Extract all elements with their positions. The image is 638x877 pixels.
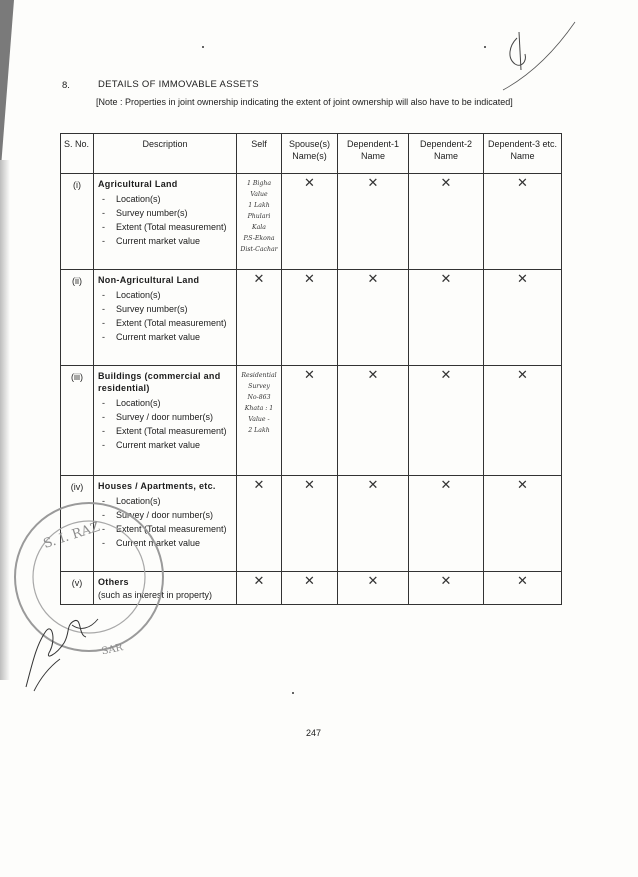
row-category: Buildings (commercial and residential) — [98, 371, 221, 393]
stamp-lettering: S. I. RAZ — [41, 519, 102, 552]
table-row — [61, 366, 562, 476]
cross-mark-cell: ✕ — [484, 572, 562, 605]
row-category: Others — [98, 577, 129, 587]
header-dependent-1: Dependent-1 Name — [338, 134, 409, 174]
cross-mark-cell: ✕ — [409, 366, 484, 476]
self-handwritten-entry: Residential Survey No-863 Khata : 1 Value - 2 Lakh — [237, 366, 282, 476]
cross-mark-cell: ✕ — [338, 366, 409, 476]
section-number: 8. — [62, 80, 70, 91]
section-title: DETAILS OF IMMOVABLE ASSETS — [98, 79, 259, 90]
list-item: - Current market value — [102, 236, 201, 246]
header-spouse: Spouse(s) Name(s) — [282, 134, 338, 174]
header-self: Self — [237, 134, 282, 174]
list-item: - Extent (Total measurement) — [102, 524, 227, 534]
row-sno: (i) — [61, 174, 94, 270]
cross-mark-cell: ✕ — [338, 476, 409, 572]
cross-mark-cell: ✕ — [409, 174, 484, 270]
row-sno: (v) — [61, 572, 94, 605]
list-item: - Extent (Total measurement) — [102, 426, 227, 436]
page-fold-shadow — [0, 0, 14, 180]
list-item: - Current market value — [102, 332, 201, 342]
row-category: Non-Agricultural Land — [98, 275, 200, 285]
cross-mark-cell: ✕ — [409, 270, 484, 366]
cross-mark-cell: ✕ — [237, 572, 282, 605]
list-item: - Location(s) — [102, 194, 161, 204]
handwritten-page-mark — [495, 18, 580, 98]
cross-mark-cell: ✕ — [484, 270, 562, 366]
cross-mark-cell: ✕ — [282, 270, 338, 366]
header-sno: S. No. — [61, 134, 94, 174]
speck — [292, 692, 294, 694]
row-sno: (iii) — [61, 366, 94, 476]
row-subtitle: (such as interest in property) — [98, 590, 213, 600]
joint-ownership-note: [Note : Properties in joint ownership indicating the extent of joint ownership will also have to be indicated] — [96, 97, 513, 107]
speck — [202, 46, 204, 48]
header-description: Description — [94, 134, 237, 174]
page-number: 247 — [306, 728, 322, 738]
cross-mark-cell: ✕ — [237, 476, 282, 572]
speck — [484, 46, 486, 48]
header-dependent-3: Dependent-3 etc. Name — [484, 134, 562, 174]
table-row — [61, 174, 562, 270]
row-category: Houses / Apartments, etc. — [98, 481, 216, 491]
list-item: - Current market value — [102, 440, 201, 450]
list-item: - Survey / door number(s) — [102, 510, 214, 520]
list-item: - Extent (Total measurement) — [102, 318, 227, 328]
cross-mark-cell: ✕ — [282, 174, 338, 270]
list-item: - Extent (Total measurement) — [102, 222, 227, 232]
cross-mark-cell: ✕ — [484, 366, 562, 476]
list-item: - Current market value — [102, 538, 201, 548]
cross-mark-cell: ✕ — [338, 270, 409, 366]
list-item: - Location(s) — [102, 290, 161, 300]
header-dependent-2: Dependent-2 Name — [409, 134, 484, 174]
cross-mark-cell: ✕ — [338, 572, 409, 605]
list-item: - Survey number(s) — [102, 208, 188, 218]
cross-mark-cell: ✕ — [484, 476, 562, 572]
row-description — [94, 366, 237, 476]
list-item: - Location(s) — [102, 398, 161, 408]
cross-mark-cell: ✕ — [484, 174, 562, 270]
cross-mark-cell: ✕ — [282, 572, 338, 605]
table-row — [61, 270, 562, 366]
cross-mark-cell: ✕ — [237, 270, 282, 366]
row-description — [94, 174, 237, 270]
cross-mark-cell: ✕ — [282, 366, 338, 476]
list-item: - Survey number(s) — [102, 304, 188, 314]
row-sno: (iv) — [61, 476, 94, 572]
self-handwritten-entry: 1 Bigha Value 1 Lakh Phulari Kala P.S-Ekona Dist-Cachar — [237, 174, 282, 270]
list-item: - Location(s) — [102, 496, 161, 506]
row-sno: (ii) — [61, 270, 94, 366]
cross-mark-cell: ✕ — [282, 476, 338, 572]
cross-mark-cell: ✕ — [409, 572, 484, 605]
row-category: Agricultural Land — [98, 179, 178, 189]
handwritten-signature — [12, 595, 122, 695]
row-description — [94, 270, 237, 366]
list-item: - Survey / door number(s) — [102, 412, 214, 422]
cross-mark-cell: ✕ — [338, 174, 409, 270]
stamp-lettering-bottom: SAR — [100, 642, 125, 658]
cross-mark-cell: ✕ — [409, 476, 484, 572]
